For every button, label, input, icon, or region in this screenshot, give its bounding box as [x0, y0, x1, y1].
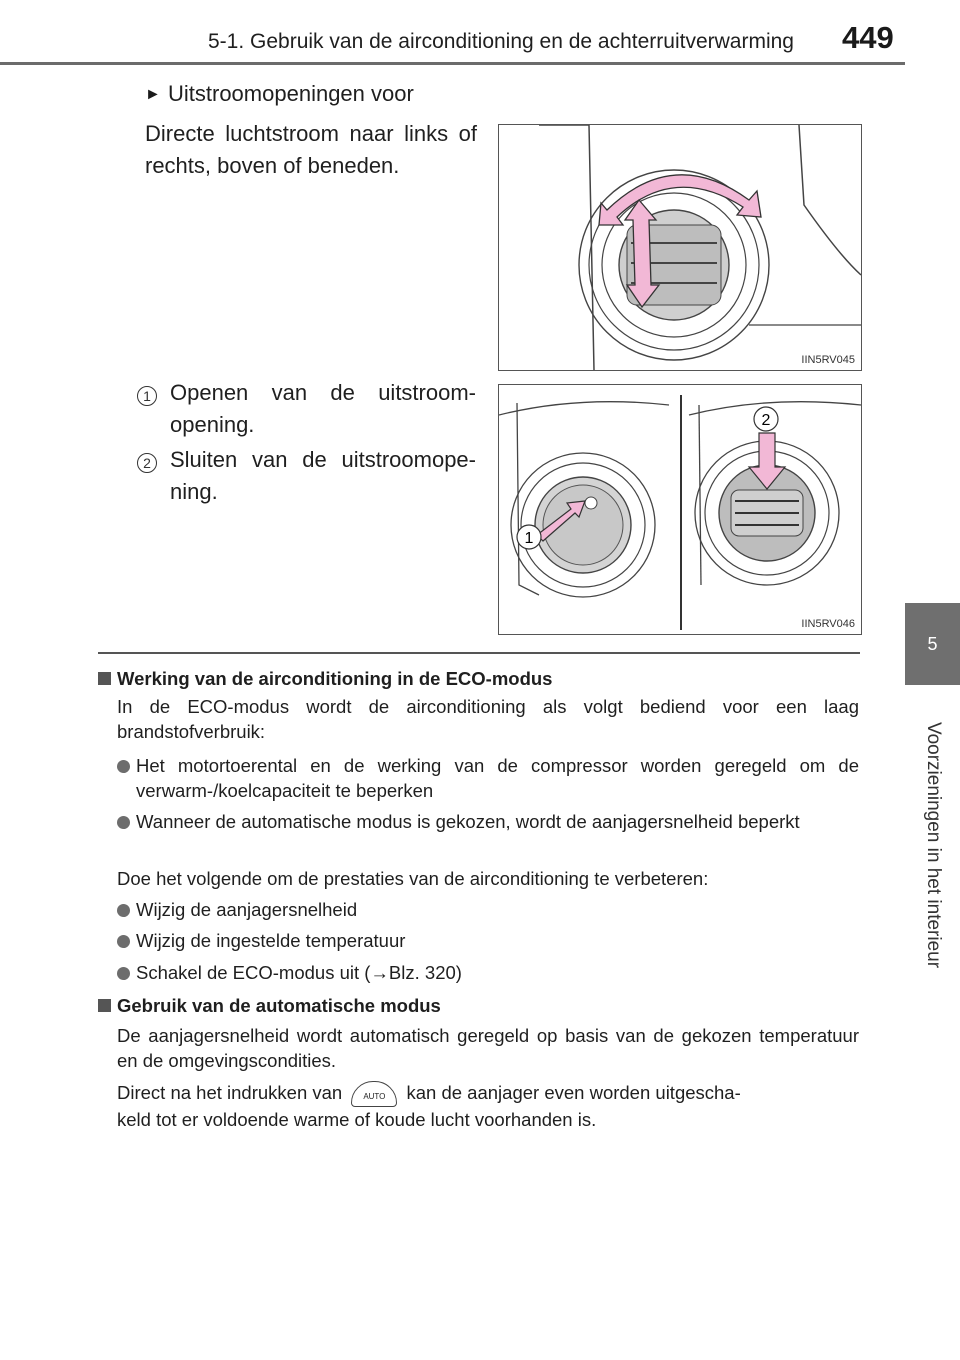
auto-para2-line1 [117, 1080, 877, 1107]
eco-improve-intro: Doe het volgende om de prestaties van de airconditioning te verbeteren: [117, 868, 709, 889]
auto-button-label: AUTO [363, 1092, 386, 1102]
figure2-label-1: 1 [524, 530, 534, 547]
vent-open-close-figure [498, 384, 862, 635]
eco-improve-1: Wijzig de aanjagersnelheid [136, 899, 358, 920]
triangle-bullet-icon: ► [145, 86, 161, 103]
eco-bullet-1: Het motortoerental en de werking van de compressor worden geregeld om de verwarm-/koelcapaciteit te beperken [136, 755, 859, 801]
chapter-tab: 5 [905, 603, 960, 685]
chapter-label-text: Voorzieningen in het interieur [922, 721, 944, 969]
auto-para2-a: Direct na het indrukken van [117, 1082, 343, 1103]
eco-heading: Werking van de airconditioning in de ECO-modus [117, 668, 553, 689]
vents-heading: Uitstroomopeningen voor [168, 81, 414, 106]
auto-heading-row [98, 993, 858, 1018]
figure2-code: IIN5RV046 [801, 618, 855, 630]
auto-button-icon [351, 1081, 397, 1107]
header-rule [0, 62, 905, 65]
step-2-text: Sluiten van de uitstroomope-ning. [170, 447, 476, 504]
auto-heading: Gebruik van de automatische modus [117, 995, 441, 1016]
auto-para2-line2: keld tot er voldoende warme of koude lucht voorhanden is. [117, 1109, 597, 1130]
step-number-2: 2 [137, 453, 157, 473]
auto-para2-b: kan de aanjager even worden uitgescha- [406, 1082, 741, 1103]
page-number: 449 [842, 20, 894, 55]
step-number-1: 1 [137, 386, 157, 406]
chapter-label [905, 690, 960, 1000]
figure2-label-2: 2 [761, 412, 771, 429]
bullet-dot-icon [117, 935, 130, 948]
auto-para1: De aanjagersnelheid wordt automatisch geregeld op basis van de gekozen temperatuur en de omgevingscondities. [117, 1025, 859, 1071]
eco-bullet-2: Wanneer de automatische modus is gekozen, wordt de aanjagersnelheid beperkt [136, 811, 800, 832]
step-1-text: Openen van de uitstroom-opening. [170, 380, 476, 437]
vent-adjust-figure [498, 124, 862, 371]
vents-description: Directe luchtstroom naar links of rechts, boven of beneden. [145, 121, 477, 178]
section-divider [98, 652, 860, 654]
square-bullet-icon [98, 672, 111, 685]
square-bullet-icon [98, 999, 111, 1012]
bullet-dot-icon [117, 816, 130, 829]
eco-improve-2: Wijzig de ingestelde temperatuur [136, 930, 406, 951]
figure1-code: IIN5RV045 [801, 354, 855, 366]
eco-intro: In de ECO-modus wordt de airconditioning als volgt bediend voor een laag brandstofverbruik: [117, 696, 859, 742]
bullet-dot-icon [117, 760, 130, 773]
section-title: 5-1. Gebruik van de airconditioning en de achterruitverwarming [208, 30, 794, 53]
bullet-dot-icon [117, 904, 130, 917]
eco-heading-row [98, 666, 858, 691]
eco-improve-3: Schakel de ECO-modus uit (→Blz. 320) [136, 962, 462, 983]
bullet-dot-icon [117, 967, 130, 980]
vent-open-close-illustration [499, 385, 861, 634]
vent-adjust-illustration [499, 125, 861, 370]
